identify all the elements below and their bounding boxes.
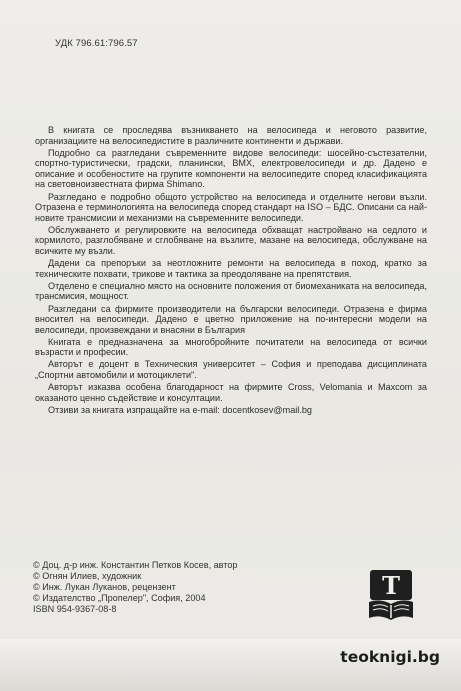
abstract-paragraph: Разгледани са фирмите производители на български велосипеди. Отразена е фирма вносител на велосипеди. Дадено е цветно приложение на по-интересни модели на велосипеди, произвеждани и внасяни в България	[35, 303, 427, 335]
abstract-paragraph: Авторът е доцент в Техническия университет – София и преподава дисциплината „Спортни автомобили и мотоциклети".	[35, 359, 427, 381]
udk-code: УДК 796.61:796.57	[55, 38, 138, 49]
book-abstract	[35, 125, 427, 417]
abstract-paragraph: Авторът изказва особена благодарност на фирмите Cross, Velomania и Maxcom за оказаното ценно съдействие и консултации.	[35, 382, 427, 403]
abstract-paragraph: В книгата се проследява възникването на велосипеда и неговото развитие, организациите на велосипедистите в различните континенти и държави.	[35, 125, 427, 146]
abstract-paragraph: Разгледано е подробно общото устройство на велосипеда и отделните негови възли. Отразена е терминологията на велосипеда според стандарт на ISO – БДС. Описани са най-новите трансмисии и механизми на съвременните велосипеди.	[35, 191, 427, 223]
logo-letter: T	[382, 571, 400, 600]
abstract-paragraph: Дадени са препоръки за неотложните ремонти на велосипеда в поход, кратко за техническите похвати, трикове и тактика за преодоляване на препятствия.	[35, 258, 427, 279]
copyright-credits	[33, 560, 353, 615]
watermark-site: teoknigi.bg	[340, 648, 440, 666]
credit-artist: © Огнян Илиев, художник	[33, 571, 142, 582]
isbn: ISBN 954-9367-08-8	[33, 604, 117, 615]
abstract-paragraph: Обслужването и регулировките на велосипеда обхващат настройвано на седлото и кормилото, разглобяване и сглобяване на възлите, мазане на велосипеда, обслужване на всичките му възли.	[35, 224, 427, 257]
credit-reviewer: © Инж. Лукан Луканов, рецензент	[33, 582, 176, 593]
abstract-paragraph: Книгата е предназначена за многобройните почитатели на велосипеда от всички възрасти и професии.	[35, 336, 427, 358]
credit-publisher: © Издателство „Пропелер", София, 2004	[33, 593, 206, 604]
book-icon	[364, 568, 418, 622]
publisher-logo	[364, 568, 418, 622]
abstract-paragraph: Отделено е специално място на основните положения от биомеханиката на велосипеда, трансмисия, мощност.	[35, 280, 427, 302]
credit-author: © Доц. д-р инж. Константин Петков Косев, автор	[33, 560, 238, 570]
contact-email-line: Отзиви за книгата изпращайте на e-mail: docentkosev@mail.bg	[48, 404, 312, 415]
abstract-paragraph: Подробно са разгледани съвременните видове велосипеди: шосейно-състезателни, спортно-туристически, градски, планински, BMX, електровелосипеди и др. Дадено е описание и особеностите на групите компоненти на велосипедите според класификацията на световноизвестната фирма Shimano.	[35, 147, 427, 190]
